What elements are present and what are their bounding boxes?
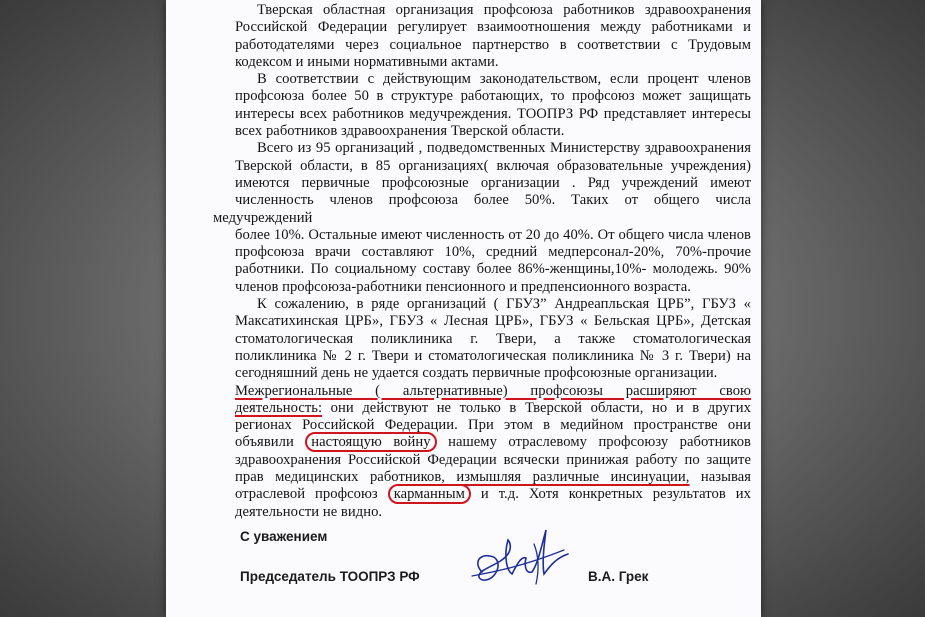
text-line — [213, 400, 751, 417]
regards-text: С уважением — [240, 529, 328, 544]
text-fragment: отраслевой профсоюз — [235, 486, 388, 503]
text-fragment: прав медицинских работников, — [235, 469, 457, 486]
text-line: Максатихинская ЦРБ», ГБУЗ « Лесная ЦРБ», ГБУЗ « Бельская ЦРБ», Детская — [235, 313, 751, 330]
text-fragment: и т.д. Хотя конкретных результатов их — [470, 486, 751, 503]
text-line — [213, 434, 751, 451]
underlined-phrase: измышляя различные инсинуации, — [456, 469, 690, 486]
text-fragment: они действуют не только в Тверской области, но и в других — [322, 399, 751, 416]
text-line: Тверская областная организация профсоюза работников здравоохранения — [257, 2, 751, 18]
paragraph-2 — [213, 71, 751, 140]
text-line: профсоюза более 50 в структуре работающих, то профсоюз может защищать — [235, 88, 751, 105]
paragraph-1 — [213, 2, 751, 71]
text-line: интересы всех работников медучреждения. ТООПРЗ РФ представляет интересы — [235, 105, 751, 122]
text-line: имеются первичные профсоюзные организации . Ряд учреждений имеют — [235, 174, 751, 191]
underlined-phrase: деятельность: — [235, 399, 323, 416]
text-fragment: нашему отраслевому профсоюзу работников — [436, 434, 751, 451]
text-line: более 10%. Остальные имеют численность от 20 до 40%. От общего числа членов — [235, 226, 751, 243]
text-line: численность членов профсоюза более 50%. Таких от общего числа медучреждений — [213, 192, 751, 226]
text-fragment: объявили — [235, 434, 306, 451]
paragraph-5 — [213, 383, 751, 521]
text-line: поликлиника № 2 г. Твери и стоматологическая поликлиника № 3 г. Твери) на — [235, 347, 751, 364]
circled-phrase: настоящую войну — [305, 432, 436, 452]
paragraph-3 — [213, 140, 751, 296]
text-line: Тверской области, в 85 организациях( включая образовательные учреждения) — [235, 157, 751, 174]
text-line: работодателями через социальное партнерство в соответствии с Трудовым — [235, 36, 751, 53]
text-line: Всего из 95 организаций , подведомственных Министерству здравоохранения — [257, 140, 751, 157]
text-fragment: называя — [689, 469, 752, 486]
text-line: сегодняшний день не удается создать первичные профсоюзные организации. — [235, 365, 718, 382]
signatory-name: В.А. Грек — [588, 569, 649, 584]
text-line: регионах Российской Федерации. При этом в медийном пространстве они — [235, 417, 751, 434]
text-line: деятельности не видно. — [235, 503, 383, 520]
text-line: В соответствии с действующим законодательством, если процент членов — [257, 71, 751, 88]
text-line — [213, 486, 751, 503]
letter-body — [213, 2, 751, 521]
text-line: работники. По социальному составу более 86%-женщины,10%- молодежь. 90% — [235, 261, 751, 278]
text-line: членов профсоюза-работники пенсионного и предпенсионного возраста. — [235, 278, 691, 295]
text-line — [213, 469, 751, 486]
text-line: всех работников здравоохранения Тверской области. — [235, 123, 565, 140]
text-line-underlined: Межрегиональные ( альтернативные) профсоюзы расширяют свою — [235, 382, 751, 399]
paragraph-4 — [213, 296, 751, 382]
text-line: профсоюза врачи составляют 10%, средний медперсонал-20%, 70%-прочие — [235, 244, 751, 261]
circled-phrase: карманным — [388, 484, 471, 504]
signatory-position: Председатель ТООПРЗ РФ — [240, 569, 420, 584]
text-line: здравоохранения Российской Федерации всячески принижая работу по защите — [235, 451, 751, 468]
handwritten-signature — [464, 514, 574, 594]
text-line: К сожалению, в ряде организаций ( ГБУЗ” Андреапльская ЦРБ”, ГБУЗ « — [257, 296, 751, 313]
text-line: кодексом и иными нормативными актами. — [235, 53, 499, 70]
text-line: Российской Федерации регулирует взаимоотношения между работниками и — [235, 19, 751, 36]
text-line: стоматологическая поликлиника г. Твери, а также стоматологическая — [235, 330, 751, 347]
document-page — [166, 0, 761, 617]
